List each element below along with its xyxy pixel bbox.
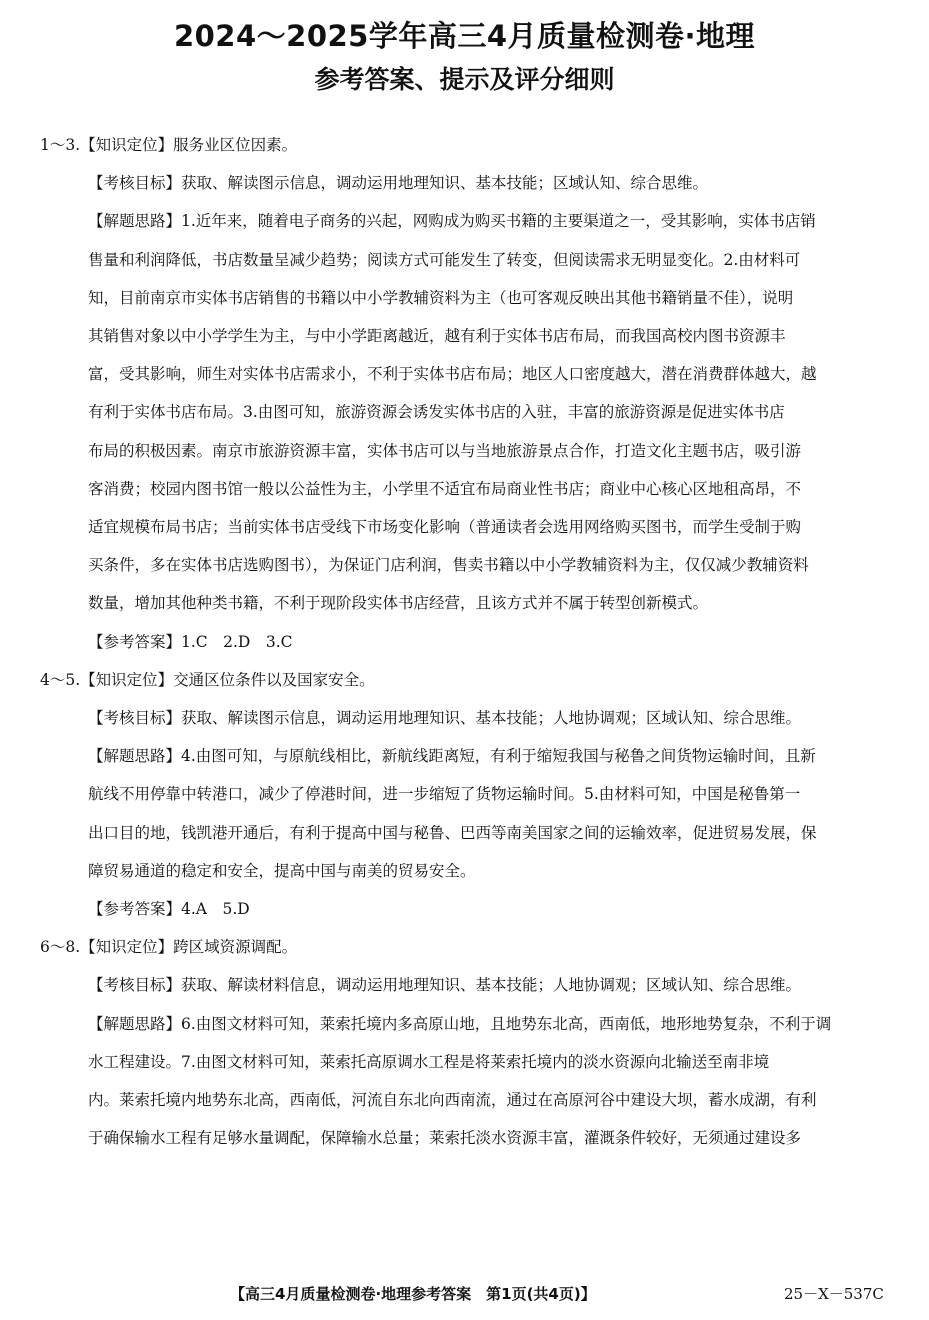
page-subtitle: 参考答案、提示及评分细则 <box>314 65 615 94</box>
text-line: 于确保输水工程有足够水量调配，保障输水总量；莱索托淡水资源丰富，灌溉条件较好，无须通过建设多 <box>88 1129 802 1148</box>
text-line: 适宜规模布局书店；当前实体书店受线下市场变化影响（普通读者会选用网络购买图书，而学生受制于购 <box>88 518 802 537</box>
text-line: 航线不用停靠中转港口，减少了停港时间，进一步缩短了货物运输时间。5.由材料可知，中国是秘鲁第一 <box>88 785 801 804</box>
text-line: 售量和利润降低，书店数量呈减少趋势；阅读方式可能发生了转变，但阅读需求无明显变化。2.由材料可 <box>88 250 801 269</box>
text-line: 有利于实体书店布局。3.由图可知，旅游资源会诱发实体书店的入驻，丰富的旅游资源是促进实体书店 <box>88 403 785 422</box>
text-line: 布局的积极因素。南京市旅游资源丰富，实体书店可以与当地旅游景点合作，打造文化主题书店，吸引游 <box>88 441 802 460</box>
text-line: 【考核目标】获取、解读材料信息，调动运用地理知识、基本技能；人地协调观；区域认知、综合思维。 <box>88 976 802 995</box>
document-body <box>0 126 929 1157</box>
page-title: 2024～2025学年高三4月质量检测卷·地理 <box>173 19 756 53</box>
footer-page-info: 【高三4月质量检测卷·地理参考答案 第1页(共4页)】 <box>230 1285 596 1303</box>
text-line: 【解题思路】4.由图可知，与原航线相比，新航线距离短，有利于缩短我国与秘鲁之间货物运输时间，且新 <box>88 747 816 766</box>
section-heading-line: 1～3.【知识定位】服务业区位因素。 <box>40 136 298 154</box>
text-line: 【考核目标】获取、解读图示信息，调动运用地理知识、基本技能；人地协调观；区域认知、综合思维。 <box>88 709 802 728</box>
text-line: 【参考答案】4.A 5.D <box>88 900 250 919</box>
text-line: 【考核目标】获取、解读图示信息，调动运用地理知识、基本技能；区域认知、综合思维。 <box>88 174 709 193</box>
text-line: 买条件，多在实体书店选购图书），为保证门店利润，售卖书籍以中小学教辅资料为主，仅仅减少教辅资料 <box>88 556 809 575</box>
footer-doc-code: 25－X－537C <box>784 1285 884 1303</box>
text-line: 水工程建设。7.由图文材料可知，莱索托高原调水工程是将莱索托境内的淡水资源向北输送至南非境 <box>88 1052 770 1071</box>
text-line: 【参考答案】1.C 2.D 3.C <box>88 632 293 651</box>
text-line: 知，目前南京市实体书店销售的书籍以中小学教辅资料为主（也可客观反映出其他书籍销量不佳），说明 <box>88 288 794 307</box>
section-heading-line: 6～8.【知识定位】跨区域资源调配。 <box>40 938 298 957</box>
text-line: 【解题思路】6.由图文材料可知，莱索托境内多高原山地，且地势东北高，西南低，地形地势复杂，不利于调 <box>88 1014 832 1033</box>
text-line: 数量，增加其他种类书籍，不利于现阶段实体书店经营，且该方式并不属于转型创新模式。 <box>88 594 709 613</box>
text-line: 障贸易通道的稳定和安全，提高中国与南美的贸易安全。 <box>88 861 476 880</box>
section-heading-line: 4～5.【知识定位】交通区位条件以及国家安全。 <box>40 670 375 689</box>
text-line: 【解题思路】1.近年来，随着电子商务的兴起，网购成为购买书籍的主要渠道之一，受其影响，实体书店销 <box>88 212 816 231</box>
text-line: 富，受其影响，师生对实体书店需求小，不利于实体书店布局；地区人口密度越大，潜在消费群体越大，越 <box>88 365 817 384</box>
text-line: 客消费；校园内图书馆一般以公益性为主，小学里不适宜布局商业性书店；商业中心核心区地租高昂，不 <box>88 479 802 498</box>
text-line: 内。莱索托境内地势东北高，西南低，河流自东北向西南流，通过在高原河谷中建设大坝，蓄水成湖，有利 <box>88 1091 817 1110</box>
text-line: 出口目的地，钱凯港开通后，有利于提高中国与秘鲁、巴西等南美国家之间的运输效率，促进贸易发展，保 <box>88 823 817 842</box>
text-line: 其销售对象以中小学学生为主，与中小学距离越近，越有利于实体书店布局，而我国高校内图书资源丰 <box>88 327 786 346</box>
